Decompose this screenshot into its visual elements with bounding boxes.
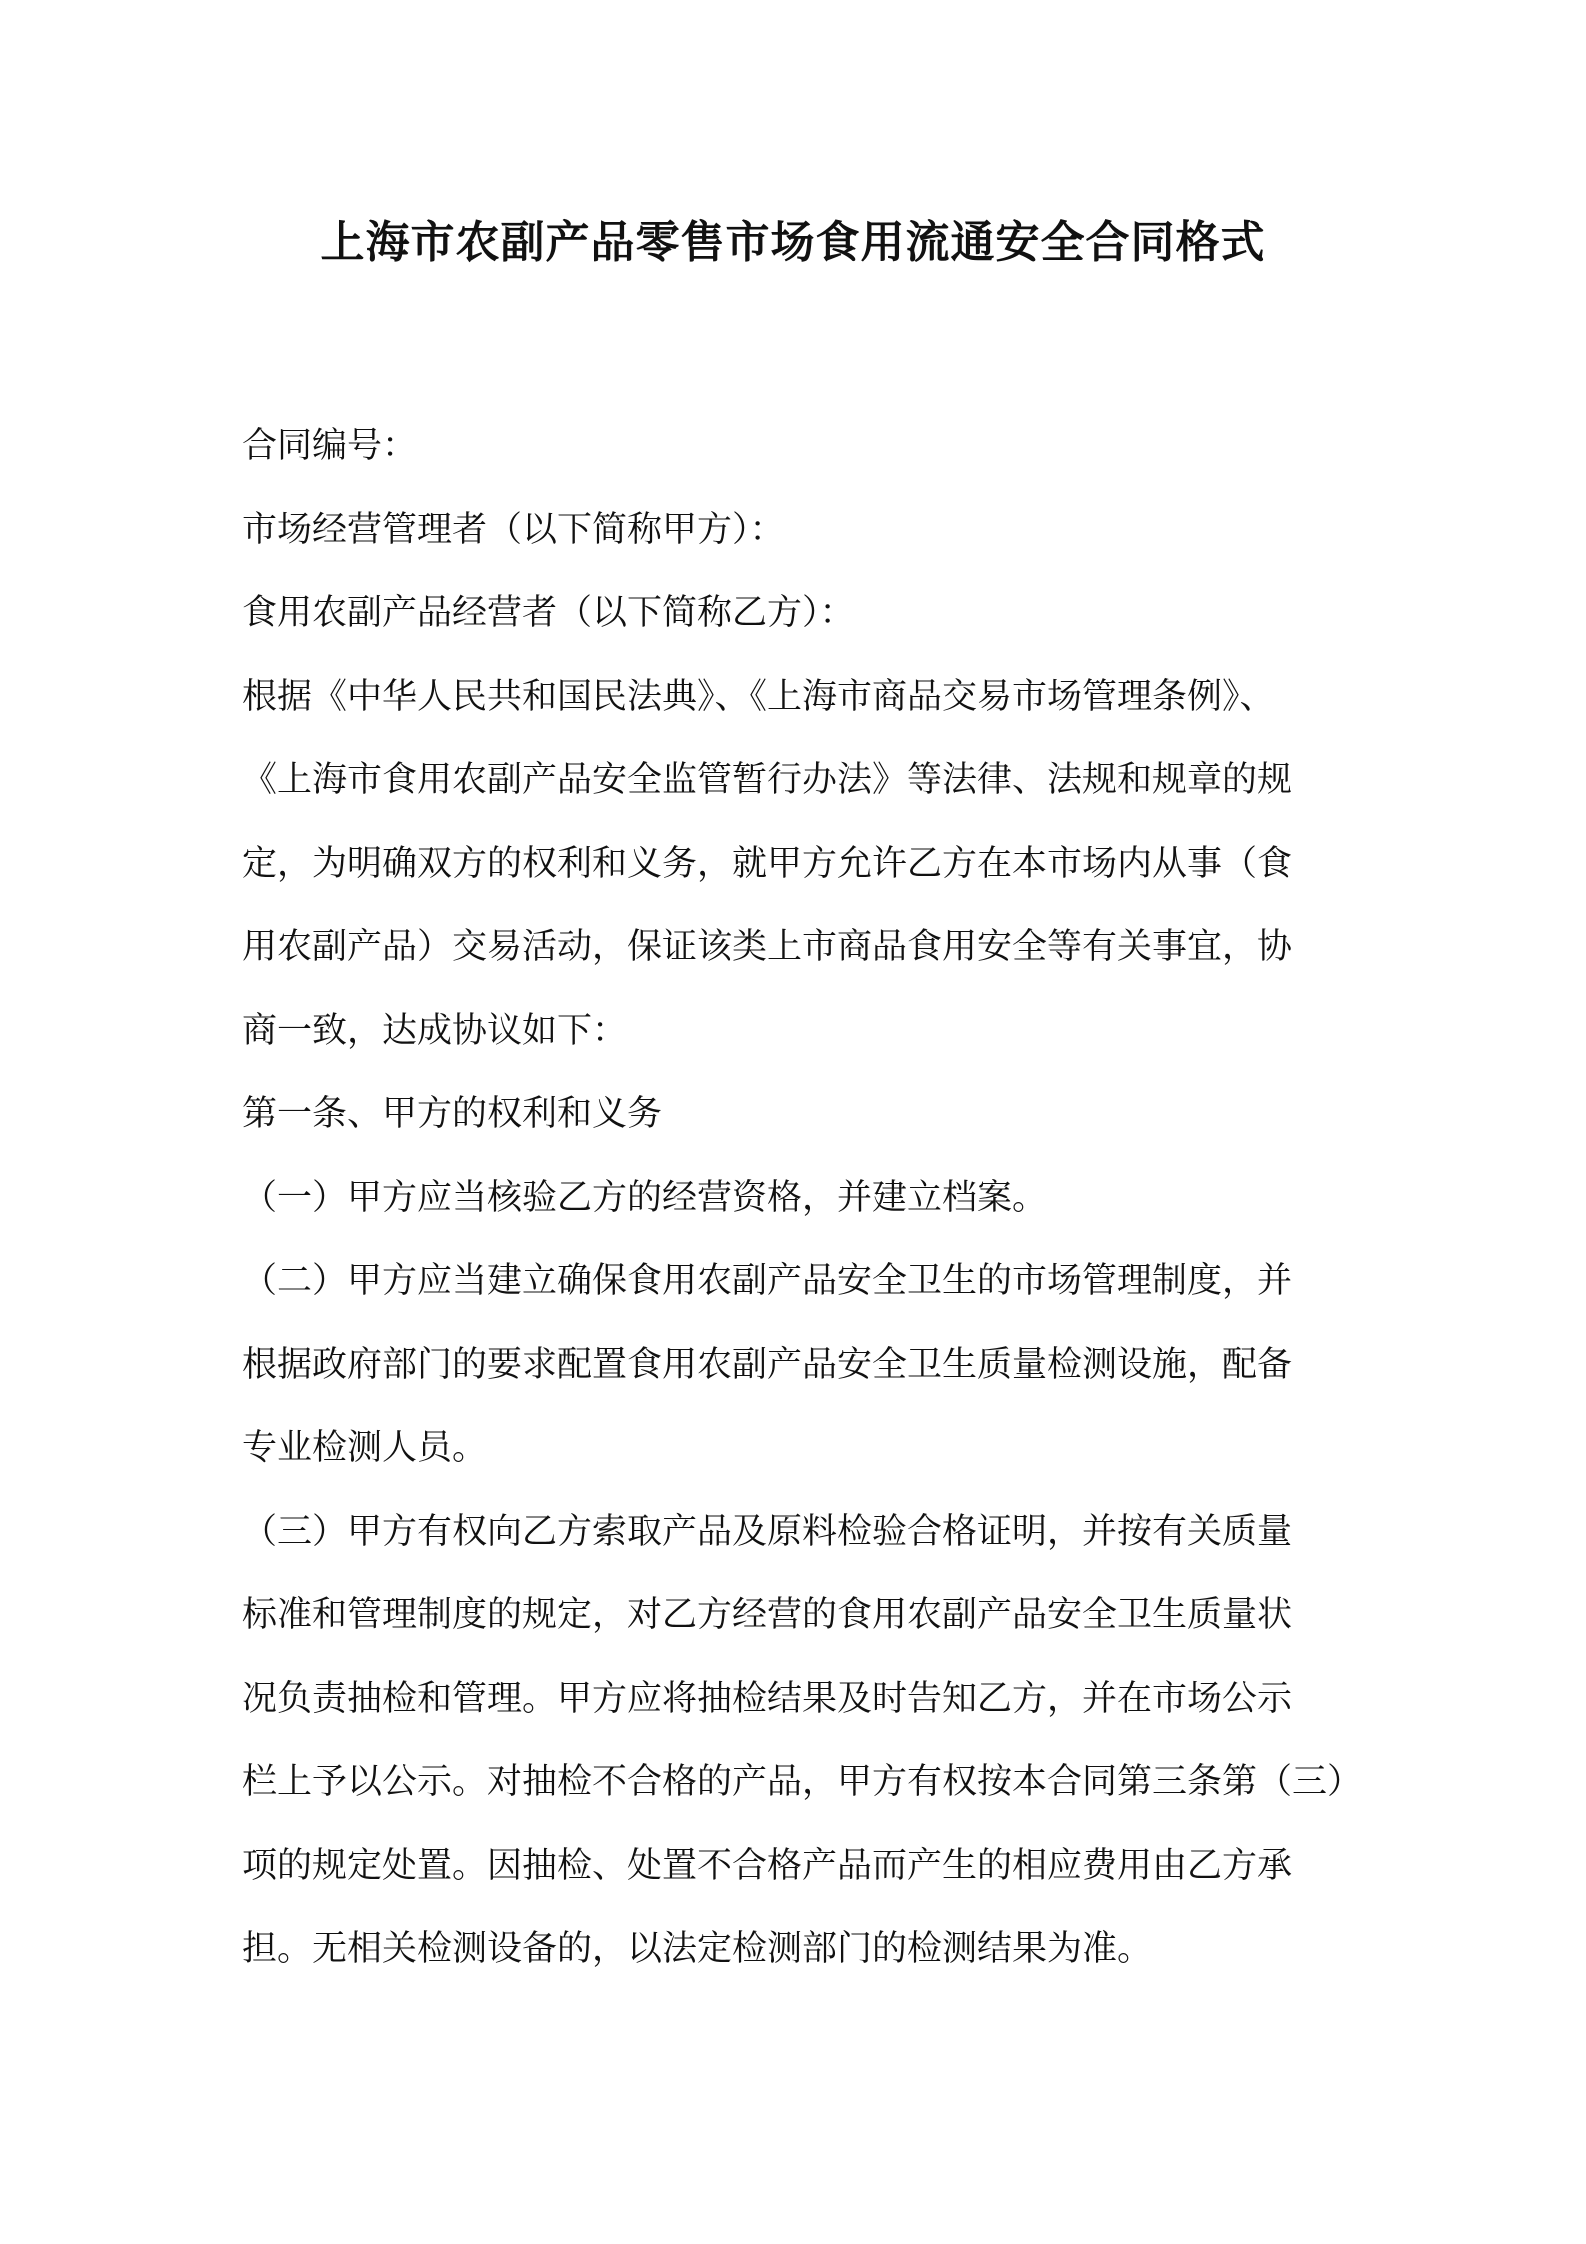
preamble-line: 《上海市食用农副产品安全监管暂行办法》等法律、法规和规章的规 <box>242 760 1293 800</box>
preamble-line: 定，为明确双方的权利和义务，就甲方允许乙方在本市场内从事（食 <box>242 843 1293 884</box>
document-body <box>242 405 1363 1992</box>
preamble-line: 用农副产品）交易活动，保证该类上市商品食用安全等有关事宜，协 <box>242 927 1293 967</box>
clause-3-line: 况负责抽检和管理。甲方应将抽检结果及时告知乙方，并在市场公示 <box>242 1678 1293 1719</box>
party-a-line: 市场经营管理者（以下简称甲方）： <box>242 509 785 550</box>
contract-number-line: 合同编号： <box>242 426 418 466</box>
clause-3-line: （三）甲方有权向乙方索取产品及原料检验合格证明，并按有关质量 <box>242 1511 1293 1552</box>
clause-2-line: 根据政府部门的要求配置食用农副产品安全卫生质量检测设施，配备 <box>242 1344 1293 1385</box>
clause-3-line: 栏上予以公示。对抽检不合格的产品，甲方有权按本合同第三条第（三） <box>242 1762 1363 1802</box>
clause-3-line: 标准和管理制度的规定，对乙方经营的食用农副产品安全卫生质量状 <box>242 1595 1293 1635</box>
clause-3-line: 项的规定处置。因抽检、处置不合格产品而产生的相应费用由乙方承 <box>242 1845 1293 1886</box>
clause-3-line: 担。无相关检测设备的，以法定检测部门的检测结果为准。 <box>242 1929 1153 1969</box>
document-title: 上海市农副产品零售市场食用流通安全合同格式 <box>320 217 1266 268</box>
clause-1-line: （一）甲方应当核验乙方的经营资格，并建立档案。 <box>242 1177 1048 1218</box>
article-1-heading: 第一条、甲方的权利和义务 <box>242 1094 663 1134</box>
preamble-line: 商一致，达成协议如下： <box>242 1010 628 1051</box>
clause-2-line: （二）甲方应当建立确保食用农副产品安全卫生的市场管理制度，并 <box>242 1261 1293 1301</box>
party-b-line: 食用农副产品经营者（以下简称乙方）： <box>242 593 855 633</box>
clause-2-line: 专业检测人员。 <box>242 1428 488 1468</box>
preamble-line: 根据《中华人民共和国民法典》、《上海市商品交易市场管理条例》、 <box>242 676 1275 717</box>
